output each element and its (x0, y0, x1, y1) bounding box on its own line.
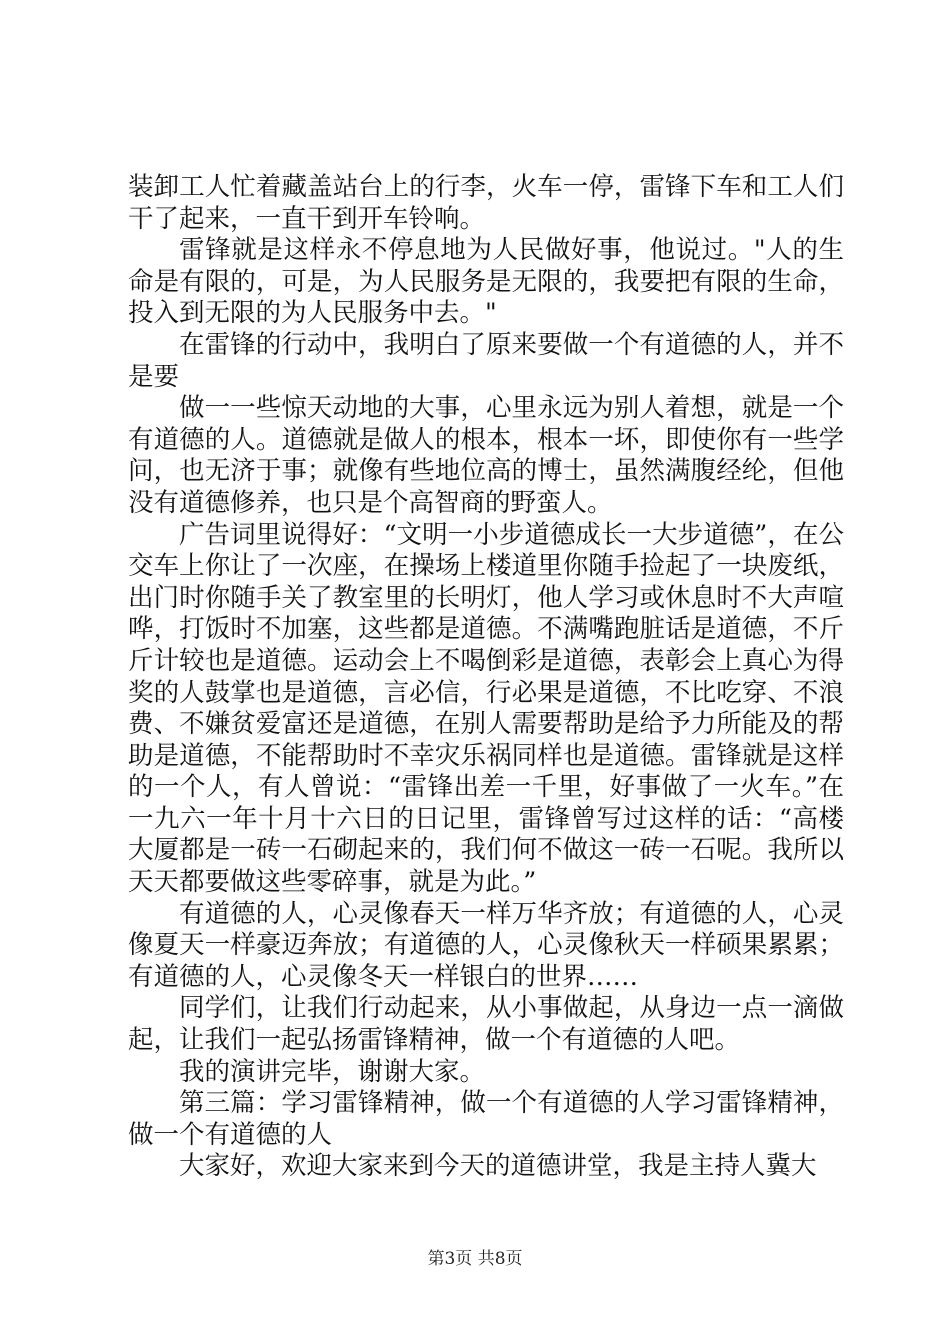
paragraph-10: 大家好，欢迎大家来到今天的道德讲堂，我是主持人冀大 (179, 1151, 817, 1182)
paragraph-8: 我的演讲完毕，谢谢大家。 (179, 1056, 486, 1087)
paragraph-7: 同学们，让我们行动起来，从小事做起，从身边一点一滴做起，让我们一起弘扬雷锋精神，做一个有道德的人吧。 (128, 993, 844, 1056)
page-number-footer: 第3页 共8页 (427, 1249, 523, 1269)
paragraph-1: 装卸工人忙着藏盖站台上的行李，火车一停，雷锋下车和工人们干了起来，一直干到开车铃响。 (128, 172, 844, 234)
paragraph-2: 雷锋就是这样永不停息地为人民做好事，他说过。"人的生命是有限的，可是，为人民服务是无限的，我要把有限的生命，投入到无限的为人民服务中去。" (128, 235, 844, 329)
paragraph-3: 在雷锋的行动中，我明白了原来要做一个有道德的人，并不是要 (128, 329, 844, 392)
paragraph-5: 广告词里说得好：“文明一小步道德成长一大步道德”，在公交车上你让了一次座，在操场上楼道里你随手捡起了一块废纸，出门时你随手关了教室里的长明灯，他人学习或休息时不大声喧哗，打饭时不加塞，这些都是道德。不满嘴跑脏话是道德，不斤斤计较也是道德。运动会上不喝倒彩是道德，表彰会上真心为得奖的人鼓掌也是道德，言必信，行必果是道德，不比吃穿、不浪费、不嫌贫爱富还是道德，在别人需要帮助是给予力所能及的帮助是道德，不能帮助时不幸灾乐祸同样也是道德。雷锋就是这样的一个人，有人曾说：“雷锋出差一千里，好事做了一火车。”在一九六一年十月十六日的日记里，雷锋曾写过这样的话：“高楼大厦都是一砖一石砌起来的，我们何不做这一砖一石呢。我所以天天都要做这些零碎事，就是为此。” (128, 519, 844, 898)
paragraph-9: 第三篇：学习雷锋精神，做一个有道德的人学习雷锋精神，做一个有道德的人 (128, 1088, 844, 1150)
paragraph-4: 做一一些惊天动地的大事，心里永远为别人着想，就是一个有道德的人。道德就是做人的根本，根本一坏，即使你有一些学问，也无济于事；就像有些地位高的博士，虽然满腹经纶，但他没有道德修养，也只是个高智商的野蛮人。 (128, 393, 844, 518)
document-body (128, 172, 844, 1183)
paragraph-6: 有道德的人，心灵像春天一样万华齐放；有道德的人，心灵像夏天一样豪迈奔放；有道德的人，心灵像秋天一样硕果累累；有道德的人，心灵像冬天一样银白的世界…… (128, 898, 844, 992)
